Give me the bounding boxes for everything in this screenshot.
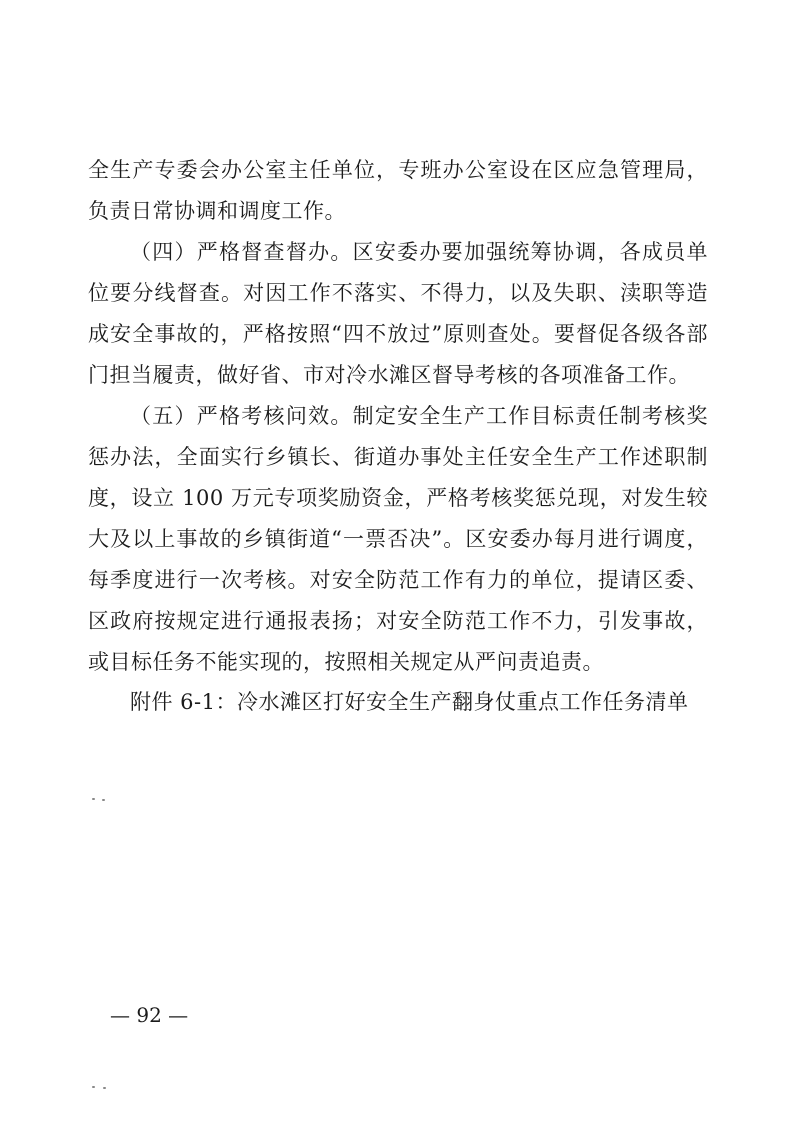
page-number: — 92 — <box>110 1003 189 1027</box>
body-text <box>88 150 708 683</box>
attachment-line: 附件 6-1：冷水滩区打好安全生产翻身仗重点工作任务清单 <box>130 690 689 714</box>
paragraph-continuation: 全生产专委会办公室主任单位，专班办公室设在区应急管理局，负责日常协调和调度工作。 <box>88 158 708 223</box>
scan-speck <box>102 799 105 801</box>
paragraph-section-5: （五）严格考核问效。制定安全生产工作目标责任制考核奖惩办法，全面实行乡镇长、街道办事处主任安全生产工作述职制度，设立 100 万元专项奖励资金，严格考核奖惩兑现，对发生较大及以上事故的乡镇街道“一票否决”。区安委办每月进行调度，每季度进行一次考核。对安全防范工作有力的单位，提请区委、区政府按规定进行通报表扬；对安全防范工作不力，引发事故，或目标任务不能实现的，按照相关规定从严问责追责。 <box>88 404 708 674</box>
scan-speck <box>92 798 95 800</box>
scan-speck <box>103 1087 106 1089</box>
scan-speck <box>92 1086 95 1088</box>
paragraph-section-4: （四）严格督查督办。区安委办要加强统筹协调，各成员单位要分线督查。对因工作不落实、不得力，以及失职、渎职等造成安全事故的，严格按照“四不放过”原则查处。要督促各级各部门担当履责，做好省、市对冷水滩区督导考核的各项准备工作。 <box>88 240 708 387</box>
